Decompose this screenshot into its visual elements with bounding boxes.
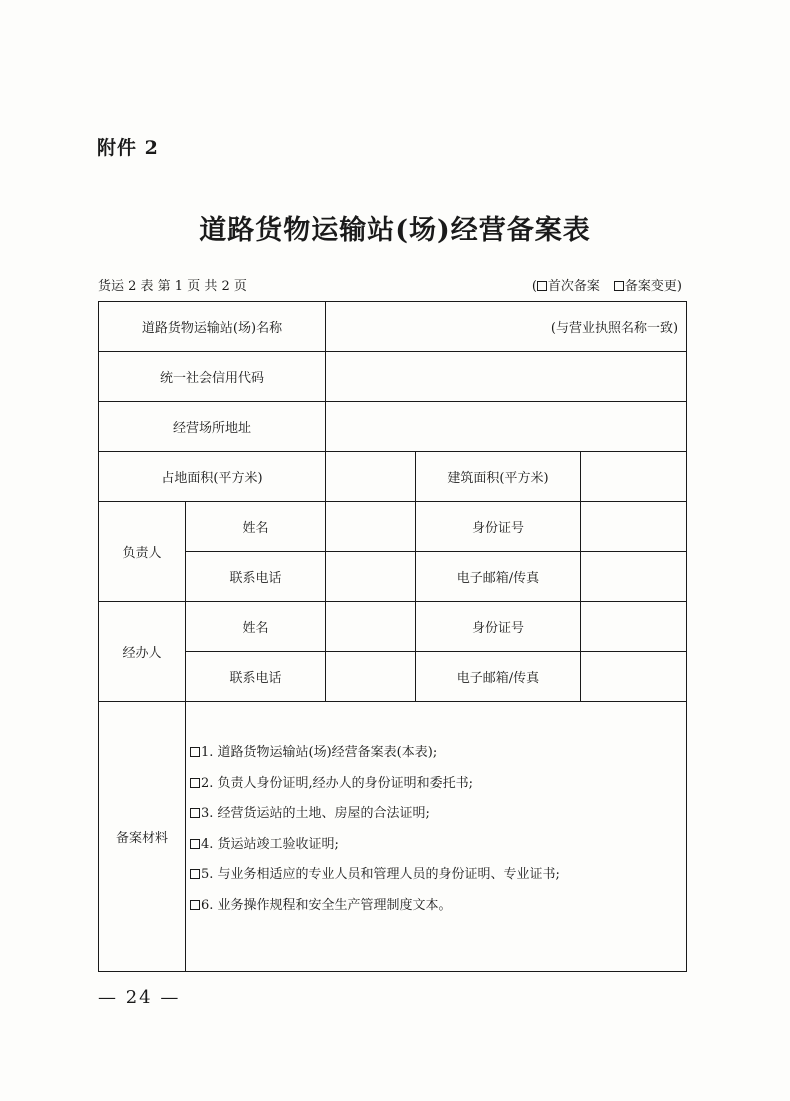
material-text-1: 1. 道路货物运输站(场)经营备案表(本表); [201, 745, 438, 760]
material-item-1[interactable] [190, 738, 680, 769]
first-filing-label: 首次备案 [547, 279, 600, 294]
attachment-label: 附件 2 [97, 137, 159, 159]
material-text-5: 5. 与业务相适应的专业人员和管理人员的身份证明、专业证书; [201, 867, 560, 882]
form-number: 货运 2 表 第 1 页 共 2 页 [98, 279, 247, 294]
materials-label: 备案材料 [99, 702, 186, 972]
responsible-id-label: 身份证号 [416, 502, 581, 552]
address-label: 经营场所地址 [99, 402, 326, 452]
handler-contact-row [99, 652, 687, 702]
material-checkbox-5[interactable] [190, 869, 200, 879]
handler-email-label: 电子邮箱/传真 [416, 652, 581, 702]
material-checkbox-4[interactable] [190, 839, 200, 849]
filing-change-option[interactable]: 备案变更) [614, 275, 682, 294]
material-text-2: 2. 负责人身份证明,经办人的身份证明和委托书; [201, 775, 474, 791]
building-area-field[interactable] [581, 452, 687, 502]
change-filing-checkbox[interactable] [614, 281, 624, 291]
responsible-id-field[interactable] [581, 502, 687, 552]
material-item-6[interactable] [190, 891, 680, 922]
handler-phone-label: 联系电话 [186, 652, 326, 702]
material-checkbox-1[interactable] [190, 747, 200, 757]
responsible-name-row [99, 502, 687, 552]
responsible-email-label: 电子邮箱/传真 [416, 552, 581, 602]
material-checkbox-3[interactable] [190, 808, 200, 818]
responsible-phone-label: 联系电话 [186, 552, 326, 602]
area-row [99, 452, 687, 502]
filing-type [532, 275, 682, 294]
handler-id-field[interactable] [581, 602, 687, 652]
handler-name-label: 姓名 [186, 602, 326, 652]
form-title: 道路货物运输站(场)经营备案表 [199, 215, 591, 246]
material-item-3[interactable] [190, 799, 680, 830]
material-item-2[interactable] [190, 769, 680, 800]
material-item-5[interactable] [190, 860, 680, 891]
filing-form-table [98, 301, 687, 972]
material-checkbox-2[interactable] [190, 778, 200, 788]
credit-code-field[interactable] [326, 352, 687, 402]
responsible-person-label: 负责人 [99, 502, 186, 602]
material-checkbox-6[interactable] [190, 900, 200, 910]
station-name-hint: (与营业执照名称一致) [550, 321, 679, 336]
address-field[interactable] [326, 402, 687, 452]
station-name-field[interactable] [326, 302, 687, 352]
handler-id-label: 身份证号 [416, 602, 581, 652]
materials-list [186, 702, 687, 972]
credit-code-row [99, 352, 687, 402]
responsible-email-field[interactable] [581, 552, 687, 602]
material-text-6: 6. 业务操作规程和安全生产管理制度文本。 [201, 897, 452, 913]
building-area-label: 建筑面积(平方米) [416, 452, 581, 502]
handler-label: 经办人 [99, 602, 186, 702]
material-text-3: 3. 经营货运站的土地、房屋的合法证明; [201, 806, 430, 821]
responsible-phone-field[interactable] [326, 552, 416, 602]
material-text-4: 4. 货运站竣工验收证明; [201, 836, 339, 852]
station-name-label: 道路货物运输站(场)名称 [99, 302, 326, 352]
credit-code-label: 统一社会信用代码 [99, 352, 326, 402]
responsible-contact-row [99, 552, 687, 602]
change-filing-label: 备案变更 [624, 279, 677, 294]
first-filing-checkbox[interactable] [537, 281, 547, 291]
handler-name-row [99, 602, 687, 652]
handler-phone-field[interactable] [326, 652, 416, 702]
address-row [99, 402, 687, 452]
handler-email-field[interactable] [581, 652, 687, 702]
filing-first-option[interactable]: ( 首次备案 [531, 279, 600, 294]
land-area-label: 占地面积(平方米) [99, 452, 326, 502]
page-number: — 24 — [98, 987, 181, 1008]
land-area-field[interactable] [326, 452, 416, 502]
responsible-name-label: 姓名 [186, 502, 326, 552]
materials-row [99, 702, 687, 972]
material-item-4[interactable] [190, 830, 680, 861]
handler-name-field[interactable] [326, 602, 416, 652]
responsible-name-field[interactable] [326, 502, 416, 552]
station-name-row [99, 302, 687, 352]
